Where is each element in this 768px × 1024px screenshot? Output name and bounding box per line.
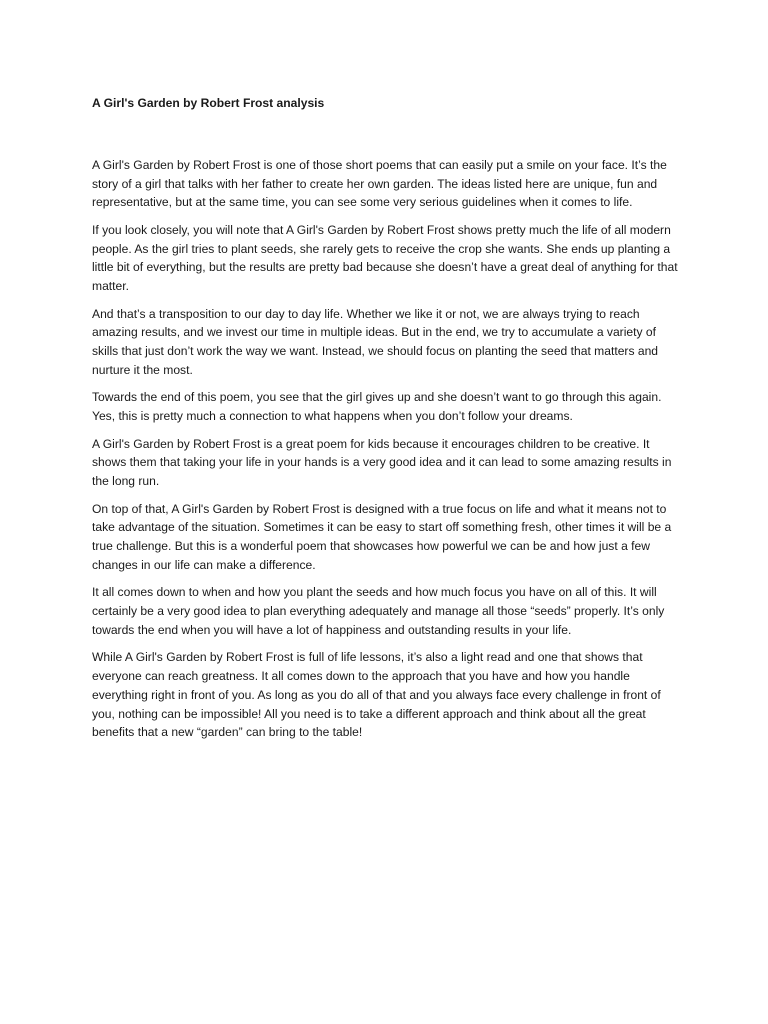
document-title: A Girl's Garden by Robert Frost analysis (92, 96, 325, 110)
paragraph: While A Girl's Garden by Robert Frost is full of life lessons, it’s also a light read and one that shows that everyone can reach greatness. It all comes down to the approach that you have and how you handle everything right in front of you. As long as you do all of that and you always face every challenge in front of you, nothing can be impossible! All you need is to take a different approach and think about all the great benefits that a new “garden” can bring to the table! (92, 650, 661, 740)
paragraph: It all comes down to when and how you plant the seeds and how much focus you have on all of this. It will certainly be a very good idea to plan everything adequately and manage all those “seeds” properly. It’s only towards the end when you will have a lot of happiness and outstanding results in your life. (92, 585, 665, 637)
paragraph: And that’s a transposition to our day to day life. Whether we like it or not, we are always trying to reach amazing results, and we invest our time in multiple ideas. But in the end, we try to accumulate a variety of skills that just don’t work the way we want. Instead, we should focus on planting the seed that matters and nurture it the most. (92, 306, 659, 377)
paragraph: On top of that, A Girl's Garden by Robert Frost is designed with a true focus on life and what it means not to take advantage of the situation. Sometimes it can be easy to start off something fresh, other times it will be a true challenge. But this is a wonderful poem that showcases how powerful we can be and how just a few changes in our life can make a difference. (92, 501, 672, 572)
paragraph: A Girl's Garden by Robert Frost is one of those short poems that can easily put a smile on your face. It’s the story of a girl that talks with her father to create her own garden. The ideas listed here are unique, fun and representative, but at the same time, you can see some very serious guidelines when it comes to life. (92, 157, 667, 210)
paragraph: If you look closely, you will note that A Girl's Garden by Robert Frost shows pretty much the life of all modern people. As the girl tries to plant seeds, she rarely gets to receive the crop she wants. She ends up planting a little bit of everything, but the results are pretty bad because she doesn’t have a great deal of anything for that matter. (92, 222, 678, 294)
document-content (92, 94, 682, 751)
paragraph: Towards the end of this poem, you see that the girl gives up and she doesn’t want to go through this again. Yes, this is pretty much a connection to what happens when you don’t follow your dreams. (92, 390, 662, 424)
paragraph: A Girl's Garden by Robert Frost is a great poem for kids because it encourages children to be creative. It shows them that taking your life in your hands is a very good idea and it can lead to some amazing results in the long run. (92, 436, 672, 489)
